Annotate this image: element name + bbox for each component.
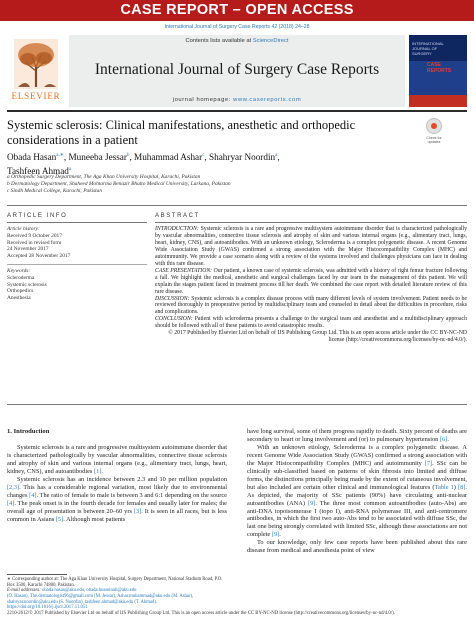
intro-column-left	[7, 428, 227, 523]
journal-title: International Journal of Surgery Case Reports	[94, 61, 380, 78]
elsevier-tree-icon	[14, 39, 58, 89]
corresponding-author-note: ∗ Corresponding author at: The Aga Khan University Hospital, Surgery Department, National Stadium Road, P.O. Box 3500, Karachi 74800, Pakistan.	[7, 577, 223, 588]
crossmark-badge[interactable]: Check for updates	[423, 118, 445, 145]
article-title: Systemic sclerosis: Clinical manifestations, anesthetic and orthopedic considerations in a patient	[7, 118, 356, 147]
intro-column-right	[247, 428, 467, 555]
paragraph: Systemic sclerosis has an incidence between 2.3 and 10 per million population [2,3]. This has a considerable regional variation, most likely due to environmental changes [4]. The ratio of female to male is between 3 and 6:1 depending on the source [4]. The peak onset is in the fourth decade for females and usually later for males; the overall age of presentation is between 20–60 yrs [3]. It is seen in all races, but is less common in Asians [5]. Although most patients	[7, 475, 228, 523]
author-list: Obada Hasan$^{a,∗}$, Muneeba Jessar$^b$, Muhammad Ashar$^c$, Shahryar Noordin$^a$, Tashfeen Ahmad$^a$	[7, 152, 280, 176]
journal-citation[interactable]: International Journal of Surgery Case Reports 42 (2018) 24–28	[164, 24, 310, 30]
citation-link[interactable]: [1]	[93, 467, 102, 475]
author-name[interactable]: Obada Hasan	[7, 152, 57, 163]
citation-link[interactable]: [7]	[424, 459, 433, 467]
cover-text: INTERNATIONAL JOURNAL OF SURGERY	[412, 41, 444, 56]
citation-link[interactable]: [8]	[457, 483, 466, 491]
paragraph: Systemic sclerosis is a rare and progressive multisystem autoimmune disorder that is characterized pathologically by vascular abnormalities, connective tissue sclerosis and atrophy of skin and various internal organs (e.g., alimentary tract, lungs, heart, kidney, CNS), and autoantibodies [1].	[7, 443, 227, 475]
journal-info-box	[69, 35, 405, 107]
abstract-body: INTRODUCTION: Systemic sclerosis is a rare and progressive multisystem autoimmune disorder that is characterized pathologically by vascular abnormalities, connective tissue sclerosis and atrophy of skin and various internal organs (e.g., alimentary tract, lungs, heart, kidney, CNS), and autoantibodies. With an unknown etiology, Scleroderma is a complex polygenetic disease. A recent Genome Wide Association Study (GWAS) confirmed a strong association with the Major Histocompatibility Complex (MHC) and autoimmunity. We provide a case scenario along with a review of the systems involved and challenges physicians can face in dealing with this rare disease. CASE PRESENTATION: Our patient, a known case of systemic sclerosis, was admitted with a history of right femur fracture following a fall. We highlight the medical, anesthetic and surgical challenges faced by our team in the management of this patient. We will explain the stages patient faced in treatment process till her death. We combined the case report with detailed literature review of this rare disease. DISCUSSION: Systemic sclerosis is a complex disease process with many different levels of system involvement. Patient needs to be reviewed thoroughly in preoperative period by multidisciplinary team and counseled in detail about the difficulties in procedure, risks and complications. CONCLUSION: Patient with scleroderma presents a challenge to the surgical team and anesthetist and a multidisciplinary approach should be followed with all of these patients to avoid catastrophic results. © 2017 Published by Elsevier Ltd on behalf of IJS Publishing Group Ltd. This is an open access article under the CC BY-NC-ND license (http://creativecommons.org/licenses/by-nc-nd/4.0/).	[155, 226, 467, 344]
contents-line: Contents lists available at ScienceDirect	[185, 38, 289, 44]
cover-title: CASE REPORTS	[427, 62, 452, 74]
case-report-banner: CASE REPORT – OPEN ACCESS	[0, 0, 474, 21]
sciencedirect-link[interactable]: ScienceDirect	[252, 38, 289, 44]
author-name[interactable]: Shahryar Noordin	[209, 152, 276, 163]
article-history: Article history: Received 9 October 2017 Received in revised form 24 November 2017 Accepted 28 November 2017	[7, 226, 71, 260]
paragraph: have long survival, some of them progress rapidly to death. Sixty percent of deaths are secondary to heart or lung involvement and (or) to pulmonary hypertension [6].	[247, 428, 467, 443]
abstract-copyright: © 2017 Published by Elsevier Ltd on behalf of IJS Publishing Group Ltd. This is an open access article under the CC BY-NC-ND license (http://creativecommons.org/licenses/by-nc-nd/4.0/).	[168, 330, 467, 344]
citation-link[interactable]: [4]	[29, 491, 37, 499]
keyword: Anesthesia	[7, 295, 31, 302]
citation-link[interactable]: [9]	[307, 499, 316, 507]
citation-link[interactable]: [5]	[55, 515, 64, 523]
author-name[interactable]: Muhammad Ashar	[134, 152, 203, 163]
keyword: Systemic sclerosis	[7, 281, 47, 288]
page-footer	[7, 605, 467, 617]
email-link[interactable]: obada.hasan@aku.edu, obada.husseinali@aku.edu	[41, 588, 137, 594]
paragraph: With an unknown etiology, Scleroderma is a complex polygenetic disease. A recent Genome Wide Association Study (GWAS) confirmed a strong association with the Major Histocompatibility Complex (MHC) and autoimmunity [7]. SSc can be clinically sub-classified based on patterns of skin fibrosis into limited and diffuse forms, the distinctions principally being made by the extent of cutaneous involvement, but also included are certain other clinical and immunological features (Table 1) [8]. As depicted, the majority of SSc patients (90%) have circulating anti-nuclear autoantibodies (ANA) [9]. The three most common autoantibodies (auto-Abs) are anti-DNA topoisomerase I (topo I), anti-RNA polymerase III, and anti-centromere antibodies, in which the first two auto-Abs tend to be associated with diffuse SSc, the last one being strongly correlated with limited SSc, although these associations are not complete [9].	[247, 443, 468, 539]
elsevier-logo	[7, 35, 65, 105]
paragraph: To our knowledge, only few case reports have been published about this rare disease from medical and anesthesia point of view	[247, 539, 467, 555]
affiliations: a Orthopedic Surgery Department, The Aga Khan University Hospital, Karachi, Pakistan b Dermatology Department, Shaheed Mohtarma Benazir Bhutto Medical University, Larkana, Pakistan c Sindh Medical College, Karachi, Pakistan	[7, 174, 231, 194]
keyword: Orthopedics	[7, 288, 34, 295]
doi-link[interactable]: https://doi.org/10.1016/j.ijscr.2017.11.051	[7, 605, 88, 610]
section-heading: 1. Introduction	[7, 428, 50, 435]
crossmark-icon	[426, 118, 442, 134]
citation-link[interactable]: [3]	[133, 507, 142, 515]
footnotes: ∗ Corresponding author at: The Aga Khan University Hospital, Surgery Department, National Stadium Road, P.O. Box 3500, Karachi 74800, Pakistan. E-mail addresses: obada.hasan@aku.edu, obada.husseinali@aku.edu (O. Hasan), The.dermatologist96@gmail.com (M. Jessar), Ashar.muhammad@aku.edu (M. Ashar), shahryar.noordin@aku.edu (S. Noordin), tashfeen.ahmad@aku.edu (T. Ahmad).	[7, 577, 227, 606]
keyword: Scleroderma	[7, 274, 35, 281]
table-link[interactable]: Table 1	[434, 483, 454, 491]
journal-homepage: journal homepage: www.casereports.com	[172, 97, 302, 103]
abstract-heading: ABSTRACT	[155, 213, 200, 219]
section-divider	[7, 205, 467, 206]
homepage-link[interactable]: www.casereports.com	[233, 97, 302, 103]
citation-link[interactable]: [4]	[7, 499, 15, 507]
author-name[interactable]: Muneeba Jessar	[68, 152, 127, 163]
author-name[interactable]: Tashfeen Ahmad	[7, 165, 69, 176]
article-info-heading: ARTICLE INFO	[7, 213, 68, 219]
license-note: 2210-2612/© 2017 Published by Elsevier Ltd on behalf of IJS Publishing Group Ltd. This is an open access article under the CC BY-NC-ND license (http://creativecommons.org/licenses/by-nc-nd/4.0/).	[7, 610, 395, 616]
citation-link[interactable]: [9]	[271, 531, 280, 539]
journal-header	[7, 35, 467, 108]
keywords: Keywords: Scleroderma Systemic sclerosis Orthopedics Anesthesia	[7, 268, 147, 302]
email-link[interactable]: (O. Hasan), The.dermatologist96@gmail.com (M. Jessar), Ashar.muhammad@aku.edu (M. Ashar), shahryar.noordin@aku.edu (S. Noordin), tashfeen.ahmad@aku.edu (T. Ahmad).	[7, 594, 194, 605]
publisher-name: ELSEVIER	[11, 91, 61, 101]
journal-cover-image	[409, 35, 467, 107]
header-divider	[7, 110, 467, 112]
citation-link[interactable]: [2,3]	[7, 483, 20, 491]
citation-link[interactable]: [6]	[439, 435, 448, 443]
